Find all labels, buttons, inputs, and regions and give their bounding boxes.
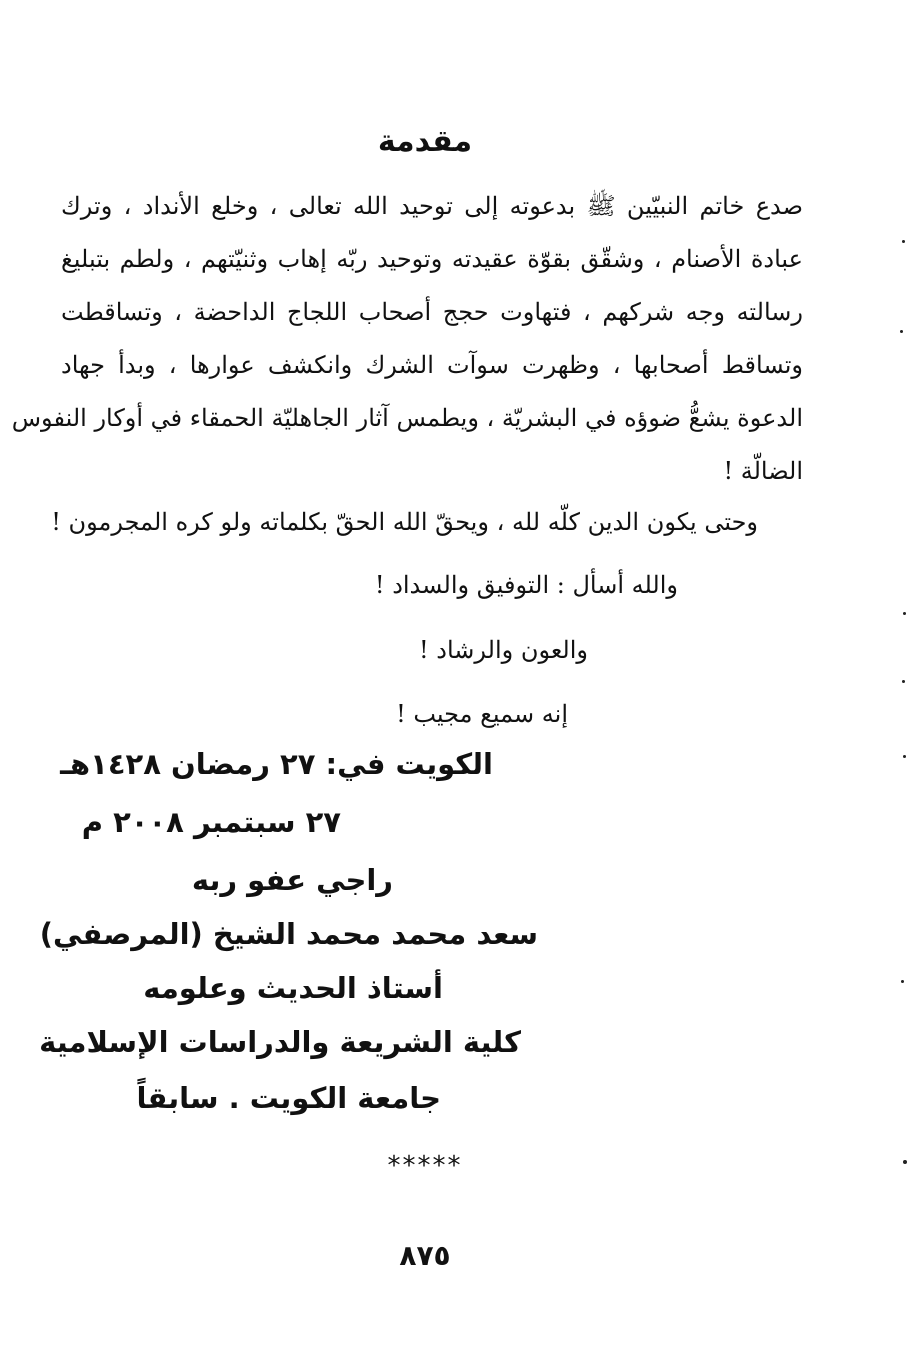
page-title: مقدمة — [377, 124, 473, 159]
signature-university: جامعة الكويت . سابقاً — [136, 1081, 441, 1115]
scan-speck — [903, 1160, 907, 1164]
signature-author: سعد محمد محمد الشيخ (المرصفي) — [39, 917, 538, 951]
paragraph-line: صدع خاتم النبيّين ﷺ بدعوته إلى توحيد الله تعالى ، وخلع الأنداد ، وترك — [61, 192, 803, 220]
signature-prayer: راجي عفو ربه — [191, 863, 393, 897]
paragraph-line: وتساقط أصحابها ، وظهرت سوآت الشرك وانكشف عوارها ، وبدأ جهاد — [61, 351, 803, 379]
signature-place-date: الكويت في: ٢٧ رمضان ١٤٢٨هـ — [60, 747, 493, 781]
paragraph-line: عبادة الأصنام ، وشقّق بقوّة عقيدته وتوحيد ربّه إهاب وثنيّتهم ، ولطم بتبليغ — [61, 245, 803, 273]
page-number: ٨٧٥ — [399, 1239, 451, 1272]
verse-line: والعون والرشاد ! — [419, 636, 588, 664]
scan-speck — [902, 680, 905, 683]
verse-line: إنه سميع مجيب ! — [396, 700, 568, 728]
section-separator: ***** — [387, 1151, 463, 1181]
scan-speck — [902, 240, 905, 243]
paragraph-line: الدعوة يشعُّ ضوؤه في البشريّة ، ويطمس آثار الجاهليّة الحمقاء في أوكار النفوس — [11, 404, 803, 432]
scan-speck — [901, 980, 904, 983]
scan-speck — [903, 755, 906, 758]
signature-gregorian-date: ٢٧ سبتمبر ٢٠٠٨ م — [81, 805, 341, 839]
signature-faculty: كلية الشريعة والدراسات الإسلامية — [39, 1025, 521, 1059]
verse-line: وحتى يكون الدين كلّه لله ، ويحقّ الله الحقّ بكلماته ولو كره المجرمون ! — [51, 508, 758, 536]
scan-speck — [903, 612, 906, 615]
paragraph-line: رسالته وجه شركهم ، فتهاوت حجج أصحاب اللجاج الداحضة ، وتساقطت — [61, 298, 803, 326]
scan-speck — [900, 330, 903, 333]
verse-line: والله أسأل : التوفيق والسداد ! — [374, 571, 678, 599]
paragraph-line: الضالّة ! — [723, 457, 803, 485]
signature-position: أستاذ الحديث وعلومه — [143, 971, 443, 1005]
intro-paragraph — [11, 180, 803, 498]
